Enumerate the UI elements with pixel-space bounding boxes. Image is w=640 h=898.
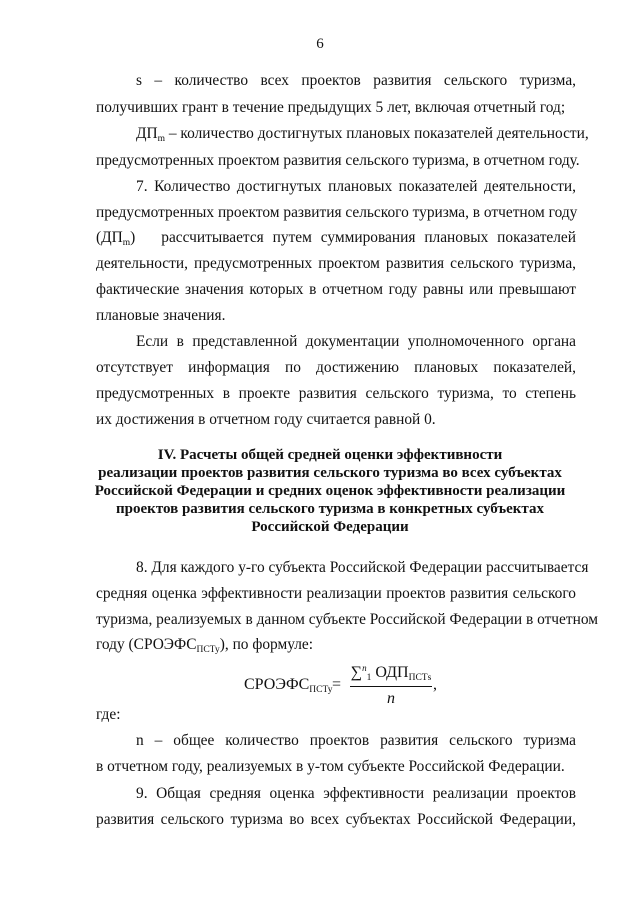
para-if-line-3: предусмотренных в проекте развития сельского туризма, то степень <box>96 385 576 402</box>
fraction-bar <box>350 686 432 687</box>
para-8-line-3: туризма, реализуемых в данном субъекте Российской Федерации в отчетном <box>96 611 598 628</box>
formula-lhs: $СРОЭФС_{ПСТу}$ <box>244 676 333 695</box>
para-9-line-2: развития сельского туризма во всех субъектах Российской Федерации, <box>96 811 576 828</box>
para-7-line-4: деятельности, предусмотренных проектом развития сельского туризма, <box>96 255 576 272</box>
para-s-line-2: получивших грант в течение предыдущих 5 лет, включая отчетный год; <box>96 99 566 116</box>
section-heading-line-1: IV. Расчеты общей средней оценки эффективности <box>157 447 503 463</box>
para-n-line-2: в отчетном году, реализуемых в y-том субъекте Российской Федерации. <box>96 758 565 775</box>
formula-numerator: ∑$^n_1$ $ОДП_{ПСТs}$ <box>350 663 432 683</box>
formula-denominator: n <box>387 690 395 707</box>
section-heading-line-2: реализации проектов развития сельского туризма во всех субъектах <box>98 465 562 481</box>
para-s-line-1: s – количество всех проектов развития сельского туризма, <box>136 72 576 89</box>
para-7-line-2: предусмотренных проектом развития сельского туризма, в отчетном году <box>96 204 578 221</box>
dp-subscript: m <box>157 134 166 144</box>
formula-fraction <box>350 662 432 709</box>
para-9-line-1: 9. Общая средняя оценка эффективности реализации проектов <box>136 785 576 802</box>
para-dp-line-2: предусмотренных проектом развития сельского туризма, в отчетном году. <box>96 152 580 169</box>
where-label: где: <box>96 706 121 723</box>
para-7-line-3: $(ДП_m)$ рассчитывается путем суммирования плановых показателей <box>96 229 576 248</box>
para-7-line-6: плановые значения. <box>96 307 226 324</box>
formula-comma: , <box>433 676 437 693</box>
formula-equals: = <box>332 676 342 693</box>
para-n-line-1: n – общее количество проектов развития сельского туризма <box>136 732 576 749</box>
sum-symbol: ∑ <box>350 664 363 681</box>
para-8-line-4: году $(СРОЭФС_{ПСТу})$, по формуле: <box>96 636 314 655</box>
dp-paren-symbol: $(ДП_m)$ <box>96 229 136 248</box>
para-8-subscript: ПСТу <box>196 645 220 655</box>
dp-symbol: ДП <box>136 125 158 142</box>
section-heading-line-4: проектов развития сельского туризма в конкретных субъектах <box>116 501 544 517</box>
para-7-line-1: 7. Количество достигнутых плановых показателей деятельности, <box>136 178 576 195</box>
para-if-line-1: Если в представленной документации уполномоченного органа <box>136 333 576 350</box>
para-if-line-4: их достижения в отчетном году считается равной 0. <box>96 411 436 428</box>
para-8-line-2: средняя оценка эффективности реализации проектов развития сельского <box>96 585 576 602</box>
para-7-line-5: фактические значения которых в отчетном году равны или превышают <box>96 281 576 298</box>
para-dp-line-1 <box>136 125 589 144</box>
section-heading-line-3: Российской Федерации и средних оценок эффективности реализации <box>94 483 566 499</box>
dp-definition: – количество достигнутых плановых показателей деятельности, <box>165 125 589 142</box>
para-8-line-1: 8. Для каждого y-го субъекта Российской Федерации рассчитывается <box>136 559 589 576</box>
page-number: 6 <box>316 36 324 52</box>
para-if-line-2: отсутствует информация по достижению плановых показателей, <box>96 359 576 376</box>
section-heading-line-5: Российской Федерации <box>251 519 409 535</box>
